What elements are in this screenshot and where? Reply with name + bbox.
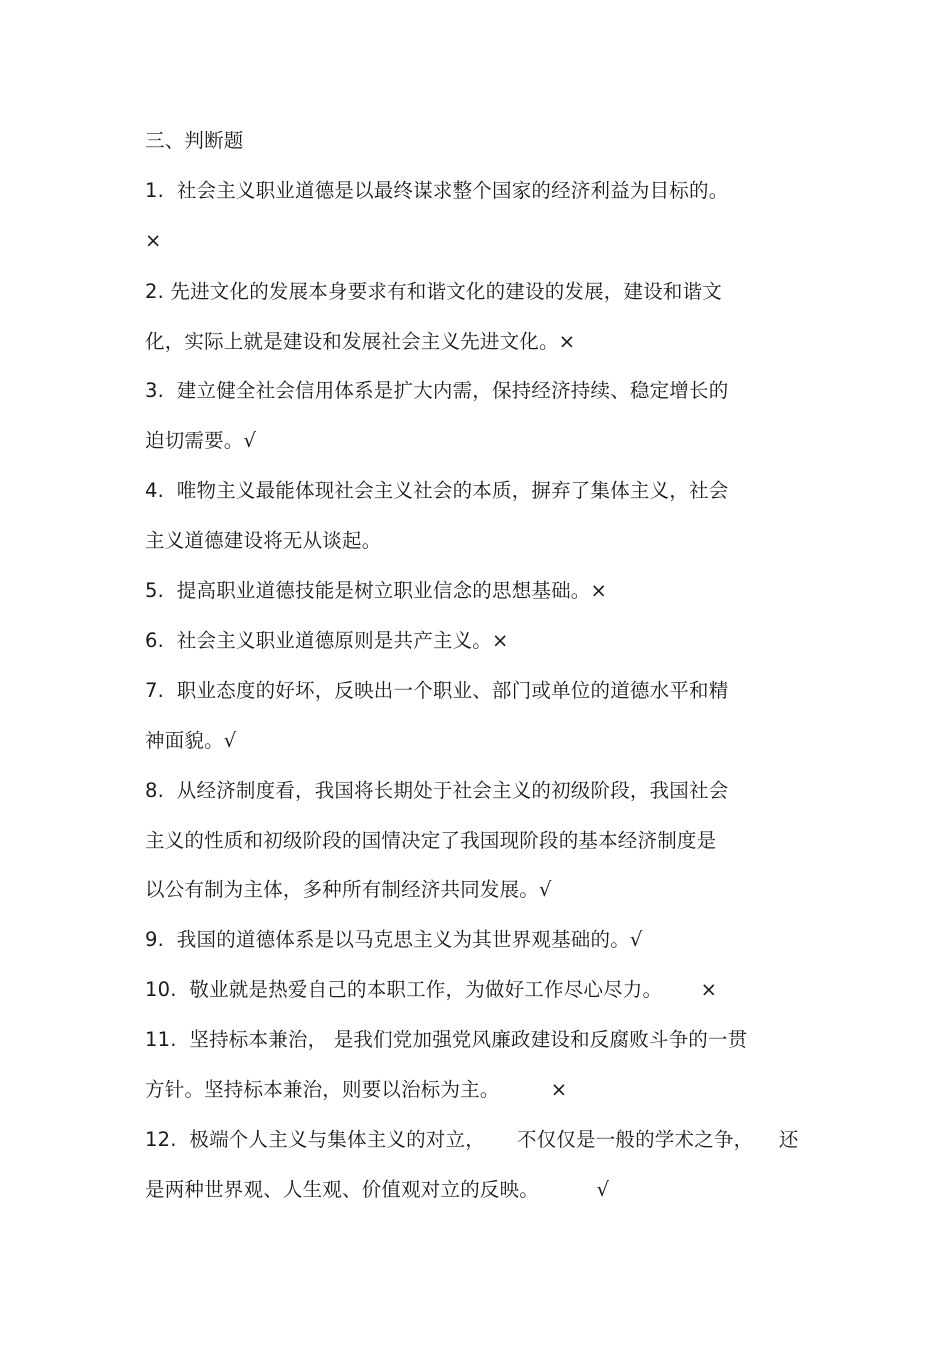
- text-line: 11. 坚持标本兼治， 是我们党加强党风廉政建设和反腐败斗争的一贯: [145, 1028, 748, 1051]
- text-line: 12. 极端个人主义与集体主义的对立， 不仅仅是一般的学术之争， 还: [145, 1128, 799, 1151]
- text-line: 10. 敬业就是热爱自己的本职工作，为做好工作尽心尽力。 ×: [145, 978, 718, 1001]
- text-line: 5. 提高职业道德技能是树立职业信念的思想基础。×: [145, 579, 608, 602]
- text-line: 主义的性质和初级阶段的国情决定了我国现阶段的基本经济制度是: [145, 829, 717, 852]
- text-line: 主义道德建设将无从谈起。: [145, 529, 382, 552]
- text-line: 迫切需要。√: [145, 429, 257, 452]
- text-line: 4. 唯物主义最能体现社会主义社会的本质，摒弃了集体主义，社会: [145, 479, 729, 502]
- text-line: 9. 我国的道德体系是以马克思主义为其世界观基础的。√: [145, 928, 643, 951]
- text-line: 2. 先进文化的发展本身要求有和谐文化的建设的发展，建设和谐文: [145, 280, 723, 303]
- text-line: 3. 建立健全社会信用体系是扩大内需，保持经济持续、稳定增长的: [145, 379, 729, 402]
- text-line: 以公有制为主体，多种所有制经济共同发展。√: [145, 878, 552, 901]
- text-line: 方针。坚持标本兼治，则要以治标为主。 ×: [145, 1078, 568, 1101]
- text-line: ×: [145, 229, 162, 252]
- text-line: 7. 职业态度的好坏，反映出一个职业、部门或单位的道德水平和精: [145, 679, 729, 702]
- text-line: 8. 从经济制度看，我国将长期处于社会主义的初级阶段，我国社会: [145, 779, 729, 802]
- text-line: 化，实际上就是建设和发展社会主义先进文化。×: [145, 330, 576, 353]
- section-title: 三、判断题: [145, 129, 244, 152]
- text-line: 6. 社会主义职业道德原则是共产主义。×: [145, 629, 509, 652]
- text-line: 是两种世界观、人生观、价值观对立的反映。 √: [145, 1178, 610, 1201]
- text-line: 1. 社会主义职业道德是以最终谋求整个国家的经济利益为目标的。: [145, 179, 729, 202]
- text-line: 神面貌。√: [145, 729, 237, 752]
